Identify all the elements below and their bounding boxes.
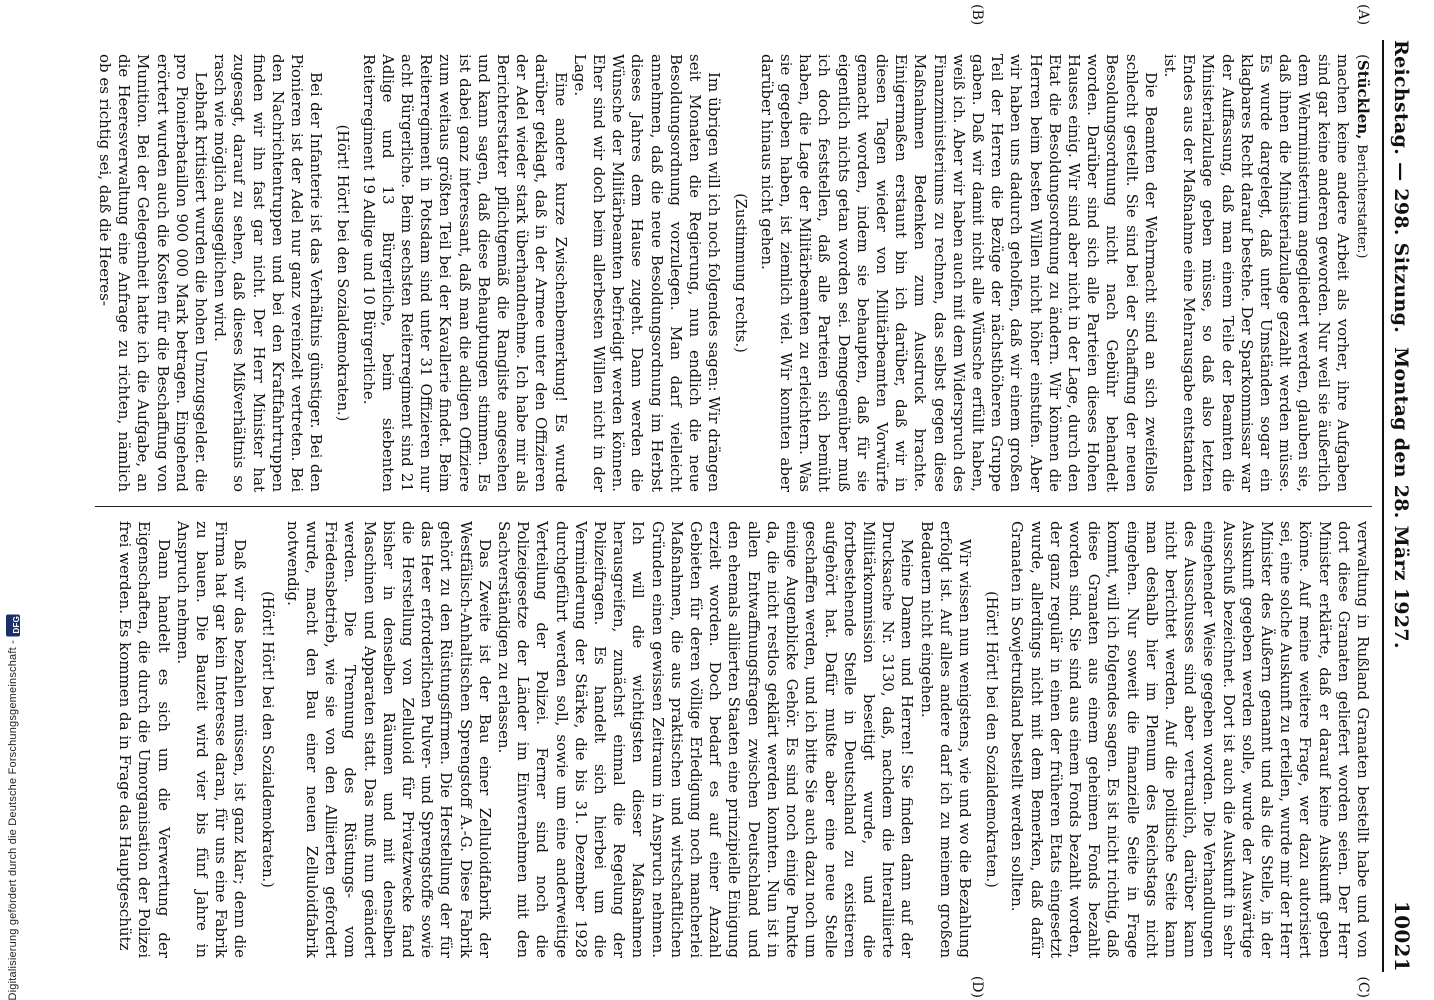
interjection: (Hört! Hört! bei den Sozialdemokraten.): [983, 591, 1000, 888]
interjection: (Hört! Hört! bei den Sozialdemokraten.): [334, 124, 351, 422]
speaker-line: (Stücklen, Berichterstatter.): [1354, 54, 1372, 259]
header-date: Montag den 28. März 1927.: [1390, 347, 1412, 649]
paragraph: machen keine andere Arbeit als vorher, ihre Aufgaben sind gar keine anderen geworden. Nur weil sie äußerlich dem Wehrministerium angegliedert werden, glauben sie, daß ihnen die Ministerialzulage gezahlt werden müsse. Es wurde dargelegt, daß unter Umständen sogar ein klagbares Recht darauf bestehe. Der Sparkommissar war der Auffassung, daß man einem Teile der Beamten die Ministerialzulage geben müsse, so daß also letzten Endes aus der Maßnahme eine Mehrausgabe entstanden ist.: [1160, 54, 1352, 492]
margin-marker-a: (A): [1355, 4, 1371, 26]
interjection: (Zustimmung rechts.): [732, 193, 749, 353]
document-page: [96, 0, 1434, 1000]
paragraph: Eine andere kurze Zwischenbemerkung! Es wurde darüber geklagt, daß in der Armee unter den Offizieren der Adel wieder stark überhandnehme. Ich habe mir als Berichterstatter pflichtgemäß die Rangliste angesehen und kann sagen, daß diese Behauptungen stimmen. Es ist dabei ganz interessant, daß man die adligen Offiziere zum weitaus größten Teil bei der Kavallerie findet. Beim Reiterregiment in Potsdam sind unter 31 Offizieren nur acht Bürgerliche. Beim sechsten Reiterregiment sind 21 Adlige und 13 Bürgerliche, beim siebenten Reiterregiment 19 Adlige und 10 Bürgerliche.: [359, 54, 570, 492]
paragraph: Im übrigen will ich noch folgendes sagen: Wir drängen seit Monaten die Regierung, nun endlich die neue Besoldungsordnung vorzulegen. Man darf vielleicht annehmen, daß die neue Besoldungsordnung im Herbst dieses Jahres dem Hause zugeht. Dann werden die Wünsche der Militärbeamten befriedigt werden können. Eher sind wir doch beim allerbesten Willen nicht in der Lage.: [570, 54, 724, 492]
speaker-role: Berichterstatter.): [1354, 144, 1369, 259]
paragraph: Meine Damen und Herren! Sie finden dann auf der Drucksache Nr. 3130, daß, nachdem die Interalliierte Militärkommission beseitigt wurde, und die fortbestehende Stelle in Deutschland zu existieren aufgehört hat. Dafür mußte aber eine neue Stelle geschaffen werden, und ich bitte Sie auch dazu noch um einige Augenblicke Gehör. Es sind noch einige Punkte da, die nicht restlos geklärt werden konnten. Nun ist in allen Entwaffnungsfragen zwischen Deutschland und den ehemals alliierten Staaten eine prinzipielle Einigung erzielt worden. Doch bedarf es auf einer Anzahl Gebieten für deren völlige Erledigung noch mancherlei Maßnahmen, die aus praktischen und wirtschaftlichen Gründen einen gewissen Zeitraum in Anspruch nehmen. Ich will die wichtigsten dieser Maßnahmen herausgreifen, zunächst einmal die Regelung der Polizeifragen. Es handelt sich hierbei um die Verminderung der Stärke, die bis 31. Dezember 1928 durchgeführt werden soll, sowie um eine anderweitige Verteilung der Polizei. Ferner sind noch die Polizeigesetze der Länder im Einvernehmen mit den Sachverständigen zu erlassen.: [495, 521, 917, 958]
paragraph: Lebhaft kritisiert wurden die hohen Umzugsgelder. die pro Pionierbataillon 900 000 Mark betragen. Eingehend erörtert wurden auch die Kosten für die Beschaffung von Munition. Bei der Gelegenheit hatte ich die Aufgabe, an die Heeresverwaltung eine Anfrage zu richten, nämlich ob es richtig sei, daß die Heeres-: [96, 54, 211, 492]
paragraph: Das Zweite ist der Bau einer Zelluloidfabrik der Westfälisch-Anhaltischen Sprengstoff A.-G. Diese Fabrik gehört zu den Rüstungsfirmen. Die Herstellung der für das Heer erforderlichen Pulver- und Sprengstoffe sowie die Herstellung von Zelluloid für Privatzwecke fand bisher in denselben Räumen und mit denselben Maschinen und Apparaten statt. Das muß nun geändert werden. Die Trennung des Rüstungs- vom Friedensbetrieb, wie sie von den Alliierten gefordert wurde, macht den Bau einer neuen Zelluloidfabrik notwendig.: [283, 521, 494, 958]
margin-marker-d: (D): [969, 975, 985, 998]
header-title: Reichstag. — 298. Sitzung.: [1390, 40, 1412, 334]
paragraph: Daß wir das bezahlen müssen, ist ganz klar; denn die Firma hat gar kein Interesse daran, für uns eine Fabrik zu bauen. Die Bauzeit wird vier bis fünf Jahre in Anspruch nehmen.: [173, 521, 250, 958]
paragraph: Wir wissen nun wenigstens, wie und wo die Bezahlung erfolgt ist. Auf alles andere darf ich zu meinem großen Bedauern nicht eingehen.: [917, 521, 974, 958]
right-column: [95, 506, 1372, 998]
interjection: (Hört! Hört! bei den Sozialdemokraten.): [258, 591, 275, 888]
margin-marker-b: (B): [969, 4, 985, 26]
margin-marker-c: (C): [1355, 976, 1371, 998]
speaker-name: Stücklen,: [1354, 59, 1372, 140]
paragraph: verwaltung in Rußland Granaten bestellt habe und von dort diese Granaten geliefert worden seien. Der Herr Minister erklärte, daß er darauf keine Auskunft geben könne. Auf meine weitere Frage, wer dazu autorisiert sei, eine solche Auskunft zu erteilen, wurde mir der Herr Minister des Äußern genannt und als die Stelle, in der Auskunft gegeben werden solle, wurde der Auswärtige Ausschuß bezeichnet. Dort ist auch die Auskunft in sehr eingehender Weise gegeben worden. Die Verhandlungen des Ausschusses sind aber vertraulich, darüber kann nicht berichtet werden. Auf die politische Seite kann man deshalb hier im Plenum des Reichstags nicht eingehen. Nur soweit die finanzielle Seite in Frage kommt, will ich folgendes sagen. Es ist nicht richtig, daß diese Granaten aus einem geheimen Fonds bezahlt worden sind. Sie sind aus einem Fonds bezahlt worden, der ganz regulär in einen der früheren Etats eingesetzt wurde, allerdings nicht mit dem Bemerken, daß dafür Granaten in Sowjetrußland bestellt werden sollten.: [1008, 521, 1372, 958]
page-number: 10021: [1390, 900, 1414, 972]
dfg-logo-icon: DFG: [6, 614, 20, 636]
credit-text: Digitalisierung gefördert durch die Deutsche Forschungsgemeinschaft -: [7, 639, 19, 1000]
paragraph: Die Beamten der Wehrmacht sind an sich zweifellos schlecht gestellt. Sie sind bei der Schaffung der neuen Besoldungsordnung nicht nach Gebühr behandelt worden. Darüber sind sich alle Parteien dieses Hohen Hauses einig. Wir sind aber nicht in der Lage, durch den Etat die Besoldungsordnung zu ändern. Wir können die Herren beim besten Willen nicht höher einstufen. Aber wir haben uns dadurch geholfen, daß wir einem großen Teil der Herren die Bezüge der nächsthöheren Gruppe gaben. Daß wir damit nicht alle Wünsche erfüllt haben, weiß ich. Aber wir haben auch mit dem Widerspruch des Finanzministeriums zu rechnen, das selbst gegen diese Maßnahmen Bedenken zum Ausdruck brachte. Einigermaßen erstaunt bin ich darüber, daß wir in diesen Tagen wieder von Militärbeamten Vorwürfe gemacht worden, indem sie behaupten, daß für sie eigentlich nichts getan worden sei. Demgegenüber muß ich doch feststellen, daß alle Parteien sich bemüht haben, die Lage der Militärbeamten zu erleichtern. Was sie gegeben haben, ist ziemlich viel. Wir konnten aber darüber hinaus nicht gehen.: [757, 54, 1160, 492]
digitization-credit: [2, 0, 24, 1000]
paragraph: Bei der Infanterie ist das Verhältnis günstiger. Bei den Pionieren ist der Adel nur ganz vereinzelt vertreten. Bei den Nachrichtentruppen und bei den Kraftfahrtruppen finden wir ihn fast gar nicht. Der Herr Minister hat zugesagt, darauf zu sehen, daß dieses Mißverhältnis so rasch wie möglich ausgeglichen wird.: [211, 54, 326, 492]
text-columns: [95, 4, 1372, 998]
page-header: [1382, 40, 1414, 972]
left-column: [95, 4, 1372, 506]
paragraph: Dann handelt es sich um die Verwertung der Eigenschaften, die durch die Umorganisation der Polizei frei werden. Es kommen da in Frage das Hauptgeschütz: [116, 521, 173, 958]
